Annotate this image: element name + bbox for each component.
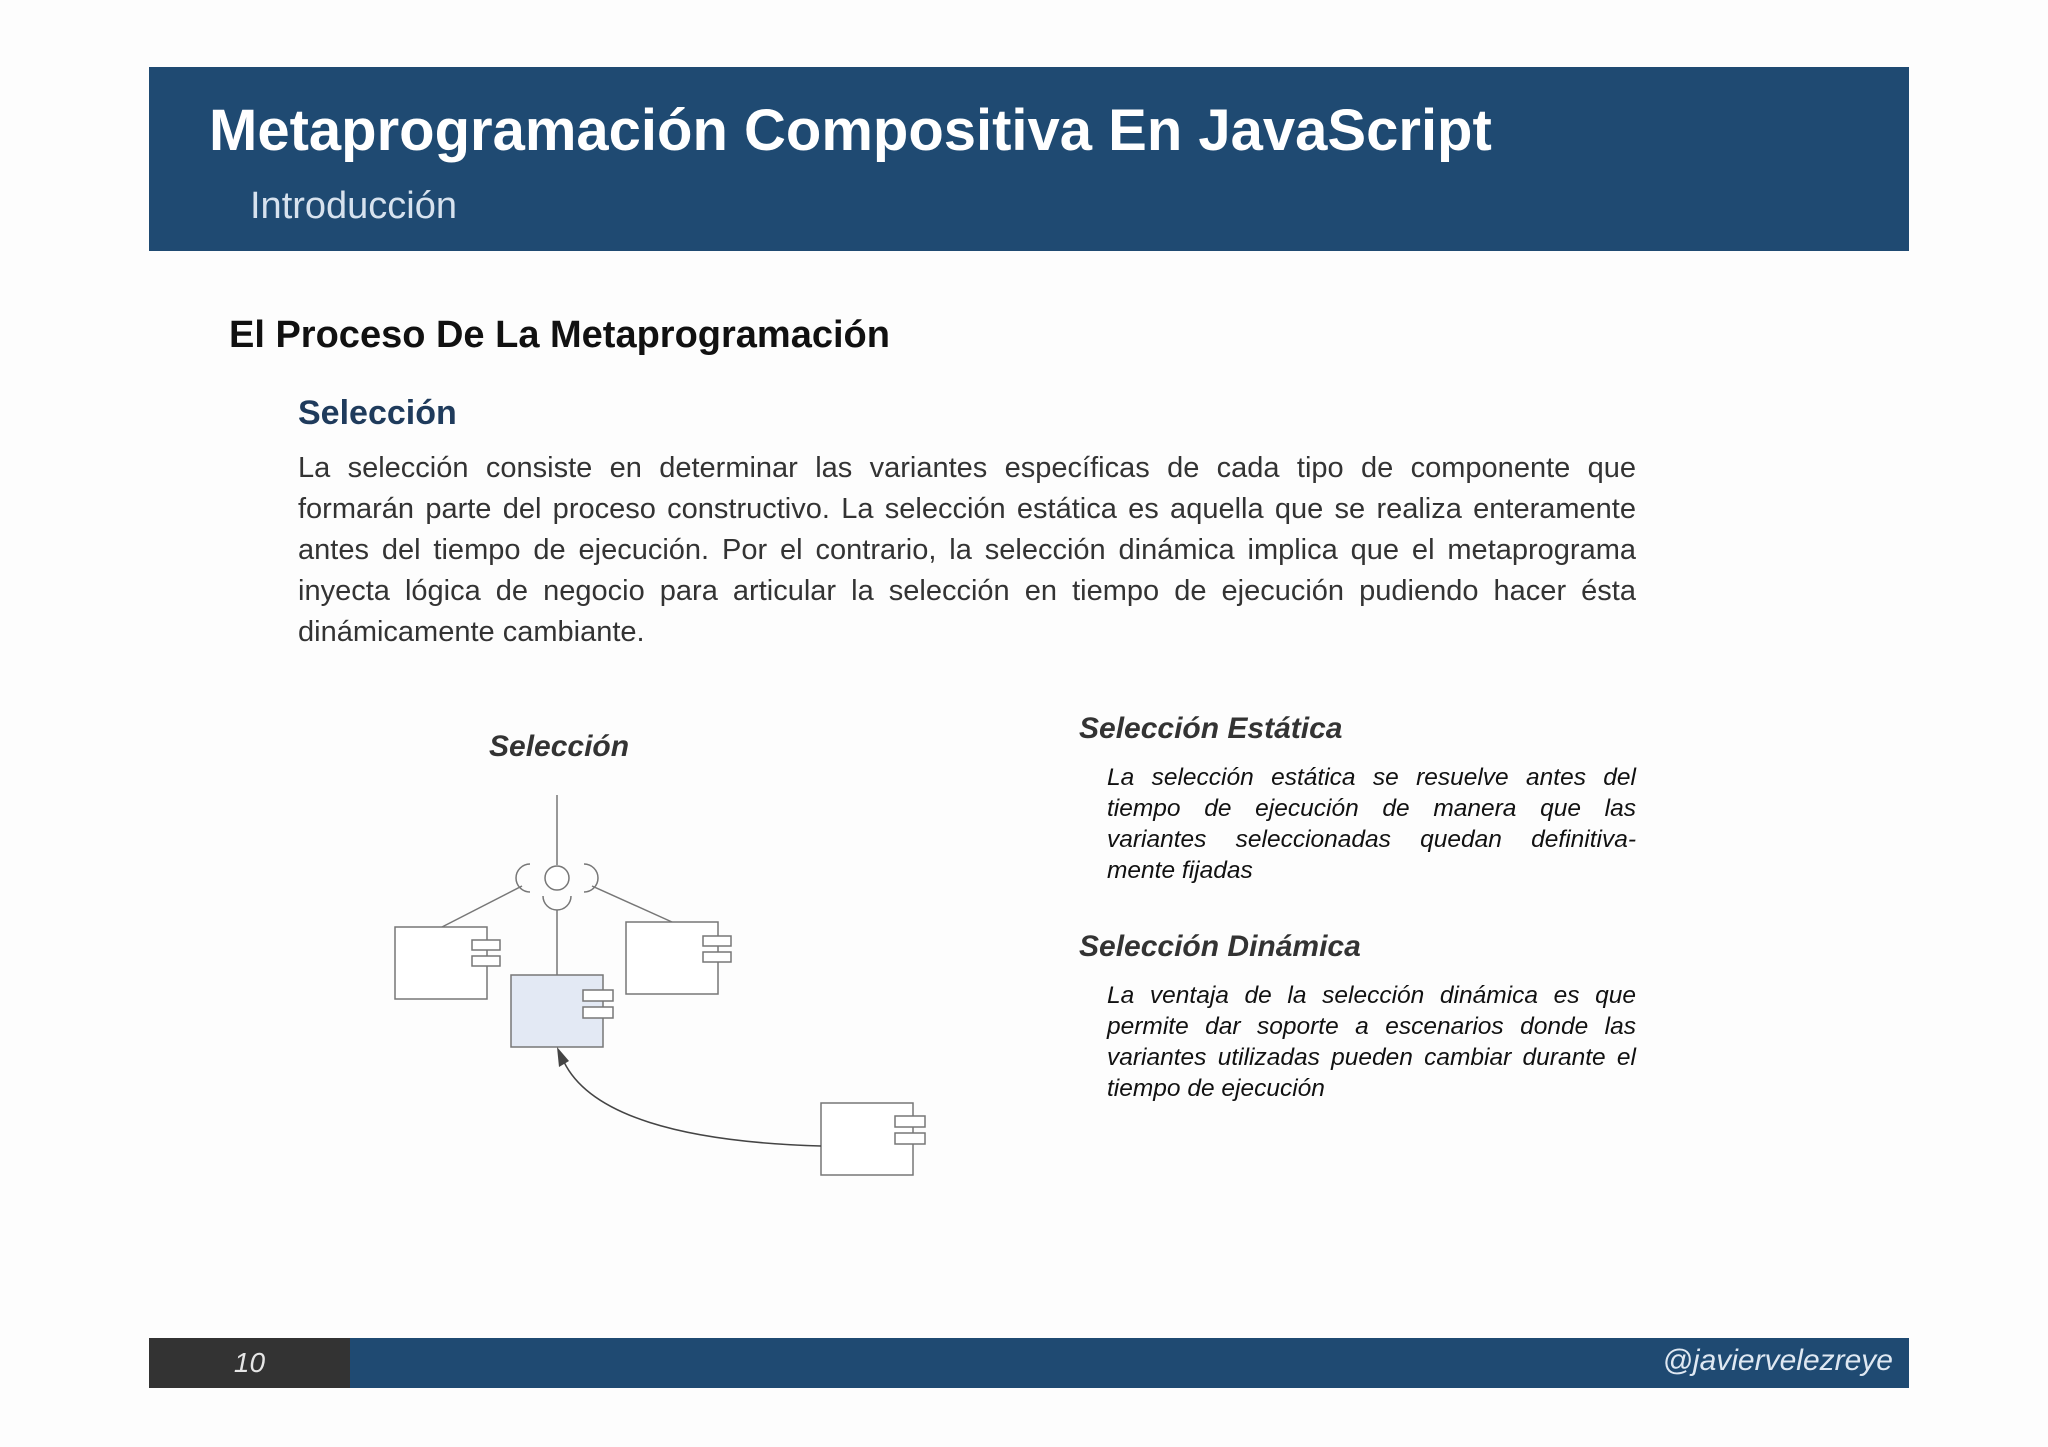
page-title: Metaprogramación Compositiva En JavaScript — [209, 98, 1492, 163]
component-bottom-right — [821, 1103, 925, 1175]
section-title: El Proceso De La Metaprogramación — [229, 314, 890, 356]
author-handle: @javiervelezreye — [1662, 1344, 1893, 1377]
dynamic-selection-heading: Selección Dinámica — [1079, 930, 1361, 963]
component-right — [626, 922, 731, 994]
subsection-title: Selección — [298, 394, 457, 432]
section-body: La selección consiste en determinar las variantes específicas de cada tipo de componente que formarán parte del proceso constructivo. La selección estática es aquella que se realiza enteramente antes del tiempo de ejecución. Por el contrario, la selección dinámica implica que el metaprograma inyecta lógica de negocio para articular la selección en tiempo de ejecución pudiendo hacer ésta dinámicamente cambiante. — [298, 452, 1636, 648]
right-connector — [592, 886, 672, 922]
header-bar — [149, 67, 1909, 251]
static-selection-heading: Selección Estática — [1079, 712, 1343, 745]
interface-lollipop — [545, 866, 569, 890]
left-connector — [442, 886, 522, 927]
diagram-label: Selección — [489, 730, 630, 763]
static-selection-text: La selección estática se resuelve antes del tiempo de ejecución de manera que las variantes seleccionadas quedan definitiva-mente fijadas — [1107, 764, 1636, 884]
page-subtitle: Introducción — [250, 185, 458, 227]
component-left — [395, 927, 500, 999]
footer-bar — [350, 1338, 1909, 1388]
component-selected — [511, 975, 613, 1047]
dynamic-selection-text: La ventaja de la selección dinámica es que permite dar soporte a escenarios donde las variantes utilizadas pueden cambiar durante el tiempo de ejecución — [1107, 982, 1636, 1102]
selection-diagram — [380, 780, 960, 1200]
page-number: 10 — [233, 1347, 266, 1378]
selection-arrow — [564, 1062, 821, 1146]
arrow-head-icon — [557, 1047, 569, 1067]
bottom-socket — [543, 896, 571, 910]
footer-page-box — [149, 1338, 350, 1388]
